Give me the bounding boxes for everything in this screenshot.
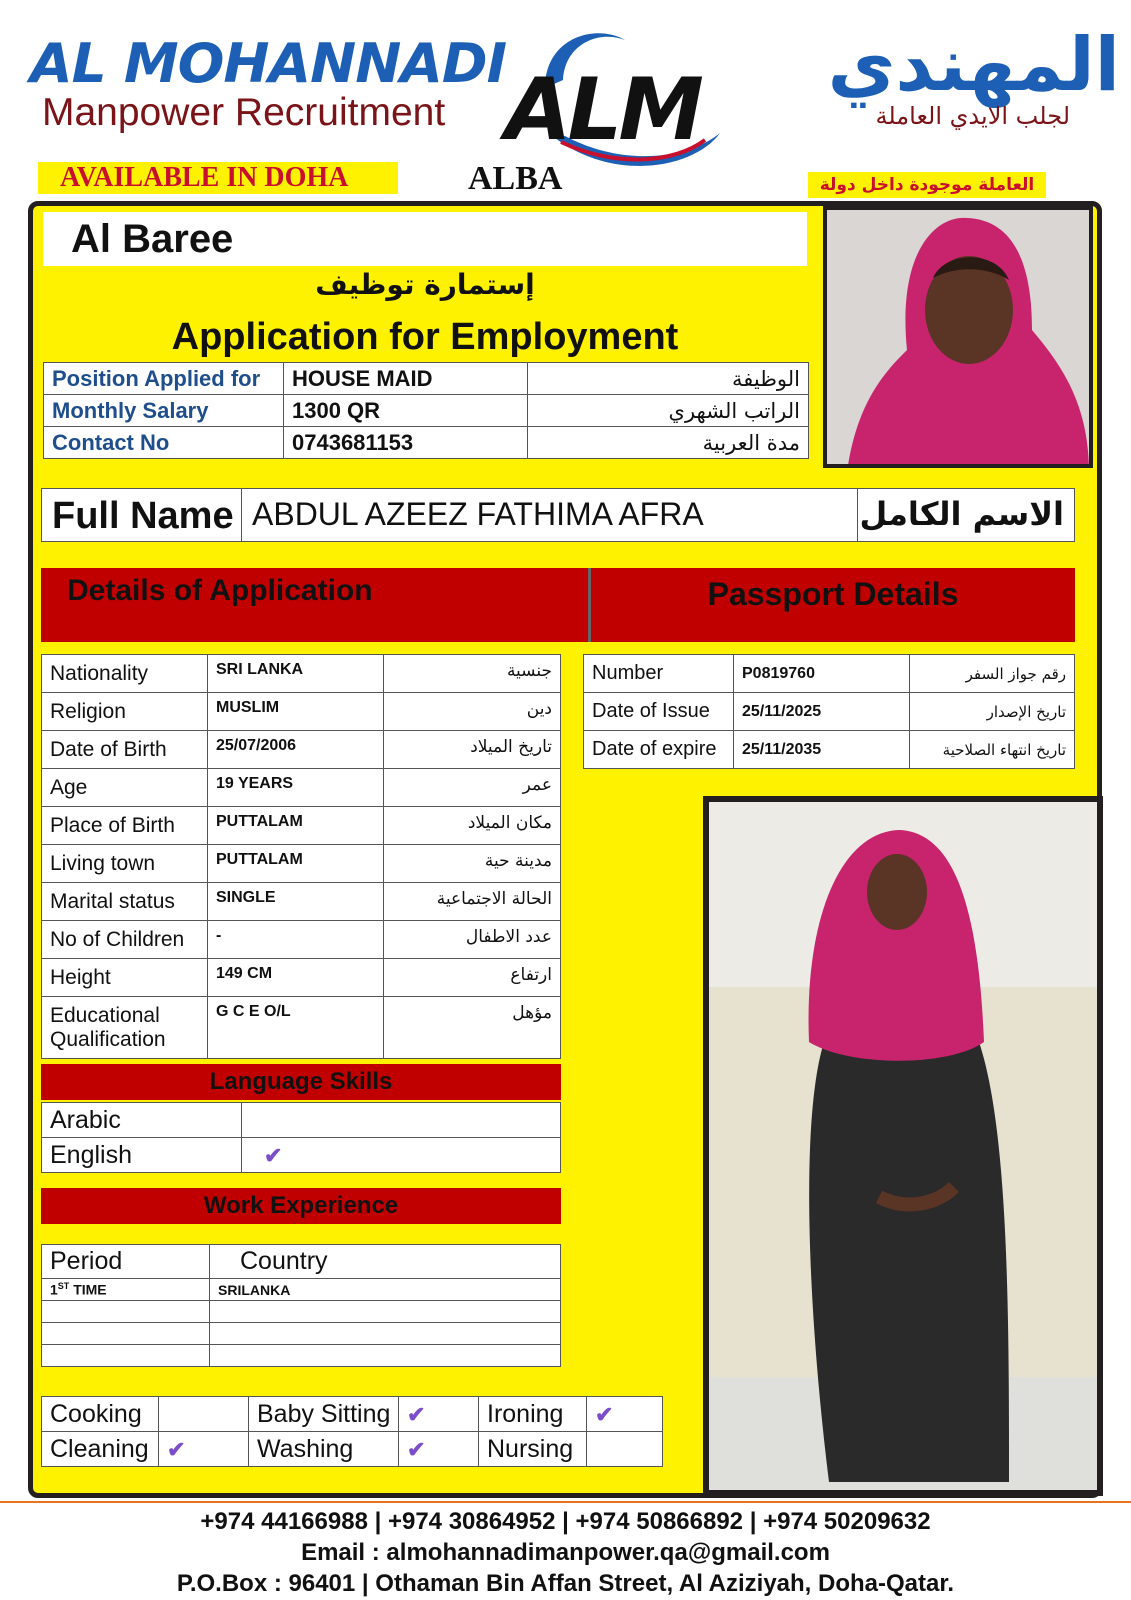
portrait-photo (823, 206, 1093, 468)
detail-label: Religion (42, 693, 208, 731)
passport-table (583, 654, 1075, 769)
language-label: English (42, 1138, 242, 1173)
passport-value: 25/11/2035 (734, 731, 910, 769)
table-row (44, 363, 809, 395)
skill-label: Nursing (479, 1432, 587, 1467)
table-row (42, 807, 561, 845)
period-number: 1 (50, 1281, 58, 1298)
table-row (42, 883, 561, 921)
table-row (584, 693, 1075, 731)
form-title: Application for Employment (171, 316, 679, 358)
table-row (584, 655, 1075, 693)
contact-label: Contact No (44, 427, 284, 459)
full-body-person-icon (709, 802, 1097, 1490)
agency-name: Al Baree (71, 217, 234, 261)
table-row (42, 731, 561, 769)
detail-label: Nationality (42, 655, 208, 693)
center-tag: ALBA (468, 160, 563, 197)
detail-label-arabic: مدينة حية (384, 845, 561, 883)
empty-cell (42, 1323, 210, 1345)
position-label: Position Applied for (44, 363, 284, 395)
skill-label: Cleaning (42, 1432, 159, 1467)
detail-label: Living town (42, 845, 208, 883)
brand-subtitle: Manpower Recruitment (42, 91, 446, 134)
salary-label-arabic: الراتب الشهري (528, 395, 809, 427)
skill-check (587, 1432, 663, 1467)
skill-check (399, 1432, 479, 1467)
work-experience-heading: Work Experience (41, 1188, 561, 1224)
detail-value: SINGLE (208, 883, 384, 921)
table-row (42, 1345, 561, 1367)
detail-value: 25/07/2006 (208, 731, 384, 769)
skill-check (159, 1432, 249, 1467)
table-row (42, 769, 561, 807)
available-arabic-banner: العاملة موجودة داخل دولة (808, 172, 1046, 198)
skill-check (587, 1397, 663, 1432)
section-header-band (41, 568, 1075, 642)
detail-label: Marital status (42, 883, 208, 921)
footer (0, 1506, 1131, 1599)
skill-check (159, 1397, 249, 1432)
skill-label: Cooking (42, 1397, 159, 1432)
language-label: Arabic (42, 1103, 242, 1138)
check-icon: ✔ (595, 1401, 614, 1427)
detail-value: PUTTALAM (208, 807, 384, 845)
brand-arabic (740, 20, 1120, 130)
check-icon: ✔ (167, 1436, 186, 1462)
passport-label-arabic: رقم جواز السفر (910, 655, 1075, 693)
agency-name-box (43, 212, 807, 266)
available-in-doha-banner: AVAILABLE IN DOHA (38, 162, 398, 194)
detail-label-arabic: عمر (384, 769, 561, 807)
brand-arabic-name: المهندي (827, 22, 1120, 108)
full-name-row (41, 488, 1075, 542)
summary-table (43, 362, 809, 459)
language-check (242, 1138, 561, 1173)
brand-name: AL MOHANNADI (30, 32, 507, 95)
passport-value: P0819760 (734, 655, 910, 693)
contact-label-arabic: مدة العربية (528, 427, 809, 459)
salary-label: Monthly Salary (44, 395, 284, 427)
logo-text: ALM (505, 60, 700, 160)
check-icon: ✔ (264, 1142, 283, 1168)
table-row (42, 1432, 663, 1467)
footer-email: Email : almohannadimanpower.qa@gmail.com (301, 1539, 830, 1566)
detail-label-arabic: ارتفاع (384, 959, 561, 997)
table-row (42, 655, 561, 693)
empty-cell (210, 1301, 561, 1323)
detail-label-arabic: عدد الاطفال (384, 921, 561, 959)
empty-cell (210, 1323, 561, 1345)
period-value (42, 1279, 210, 1301)
full-name-label: Full Name (42, 489, 242, 541)
footer-address: P.O.Box : 96401 | Othaman Bin Affan Street, Al Aziziyah, Doha-Qatar. (176, 1570, 955, 1597)
passport-label-arabic: تاريخ انتهاء الصلاحية (910, 731, 1075, 769)
period-word: TIME (69, 1281, 107, 1298)
table-row (44, 427, 809, 459)
alm-logo (505, 18, 735, 178)
passport-label: Date of Issue (584, 693, 734, 731)
detail-value: MUSLIM (208, 693, 384, 731)
portrait-person-icon (827, 210, 1093, 468)
passport-label: Date of expire (584, 731, 734, 769)
detail-label-arabic: جنسية (384, 655, 561, 693)
detail-label: Place of Birth (42, 807, 208, 845)
detail-value: 149 CM (208, 959, 384, 997)
language-skills-heading: Language Skills (41, 1064, 561, 1100)
details-heading: Details of Application (41, 568, 591, 642)
empty-cell (210, 1345, 561, 1367)
full-name-value: ABDUL AZEEZ FATHIMA AFRA (242, 489, 858, 541)
passport-heading: Passport Details (707, 576, 959, 612)
detail-label-arabic: مكان الميلاد (384, 807, 561, 845)
detail-value: G C E O/L (208, 997, 384, 1059)
detail-label-arabic: تاريخ الميلاد (384, 731, 561, 769)
table-row (42, 959, 561, 997)
detail-value: PUTTALAM (208, 845, 384, 883)
skill-label: Baby Sitting (249, 1397, 399, 1432)
table-row (42, 1138, 561, 1173)
language-check (242, 1103, 561, 1138)
table-row (42, 1245, 561, 1279)
table-row (42, 997, 561, 1059)
detail-label-arabic: مؤهل (384, 997, 561, 1059)
check-icon: ✔ (407, 1401, 426, 1427)
empty-cell (42, 1345, 210, 1367)
table-row (42, 1397, 663, 1432)
table-row (42, 1301, 561, 1323)
footer-divider (0, 1501, 1131, 1503)
table-row (44, 395, 809, 427)
work-table (41, 1244, 561, 1367)
passport-label: Number (584, 655, 734, 693)
passport-value: 25/11/2025 (734, 693, 910, 731)
brand-english (30, 32, 507, 134)
detail-label: Age (42, 769, 208, 807)
detail-label-line: Educational (50, 1003, 160, 1027)
detail-value: 19 YEARS (208, 769, 384, 807)
period-header: Period (42, 1245, 210, 1279)
detail-label: Height (42, 959, 208, 997)
brand-arabic-subtitle: لجلب الايدي العاملة (875, 102, 1070, 130)
skill-check (399, 1397, 479, 1432)
table-row (42, 1323, 561, 1345)
table-row (42, 921, 561, 959)
detail-label-arabic: الحالة الاجتماعية (384, 883, 561, 921)
position-label-arabic: الوظيفة (528, 363, 809, 395)
detail-value: SRI LANKA (208, 655, 384, 693)
table-row (584, 731, 1075, 769)
skill-label: Ironing (479, 1397, 587, 1432)
table-row (42, 1279, 561, 1301)
detail-label-line: Qualification (50, 1027, 166, 1051)
detail-label (42, 997, 208, 1059)
period-suffix: ST (57, 1281, 70, 1292)
detail-label: Date of Birth (42, 731, 208, 769)
detail-label: No of Children (42, 921, 208, 959)
salary-value: 1300 QR (284, 395, 528, 427)
contact-value: 0743681153 (284, 427, 528, 459)
footer-phones: +974 44166988 | +974 30864952 | +974 50866892 | +974 50209632 (200, 1508, 931, 1535)
table-row (42, 1103, 561, 1138)
country-header: Country (210, 1245, 561, 1279)
full-name-label-arabic: الاسم الكامل (859, 495, 1064, 533)
skills-table (41, 1396, 663, 1467)
detail-value: - (208, 921, 384, 959)
skill-label: Washing (249, 1432, 399, 1467)
empty-cell (42, 1301, 210, 1323)
form-title-arabic: إستمارة توظيف (315, 268, 535, 301)
position-value: HOUSE MAID (284, 363, 528, 395)
check-icon: ✔ (407, 1436, 426, 1462)
country-value: SRILANKA (210, 1279, 561, 1301)
full-body-photo (703, 796, 1103, 1496)
application-form (28, 201, 1102, 1498)
detail-label-arabic: دين (384, 693, 561, 731)
passport-label-arabic: تاريخ الإصدار (910, 693, 1075, 731)
table-row (42, 845, 561, 883)
language-table (41, 1102, 561, 1173)
details-table (41, 654, 561, 1059)
table-row (42, 693, 561, 731)
